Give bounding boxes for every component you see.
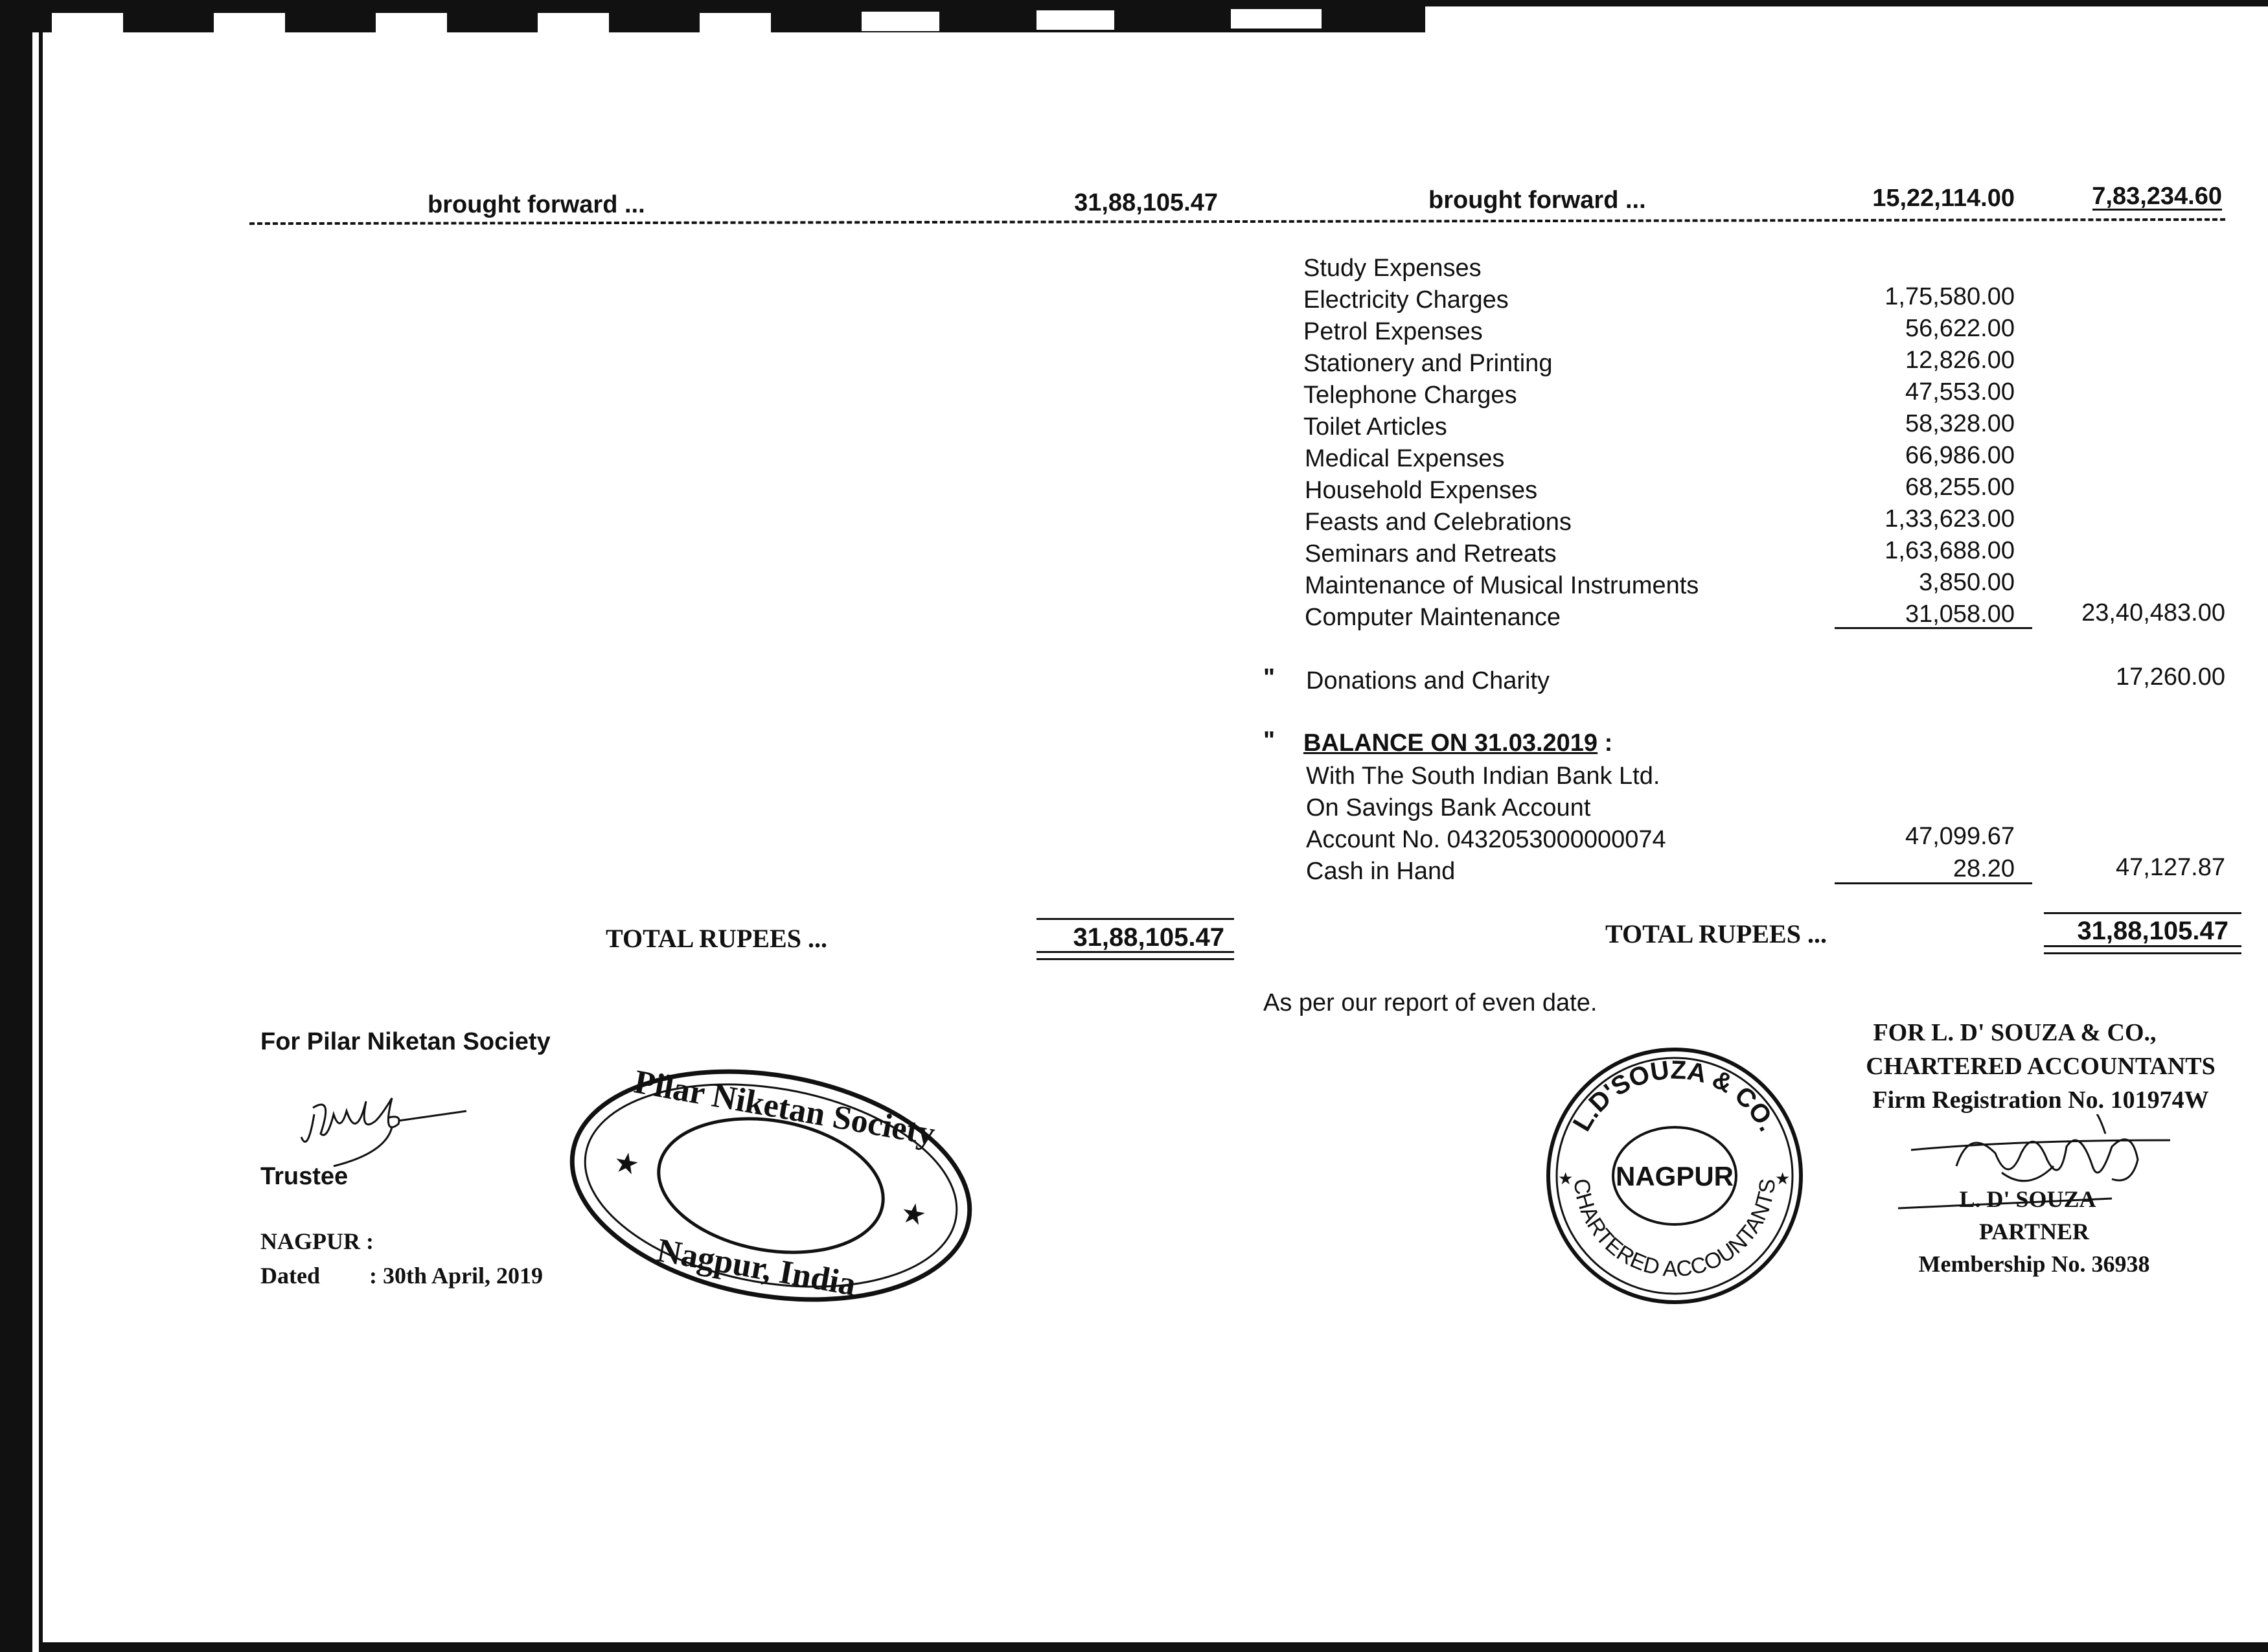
- expense-amount: 31,058.00: [1905, 601, 2015, 628]
- partner-name: L. D' SOUZA: [1959, 1186, 2096, 1212]
- expense-label: Study Expenses: [1303, 255, 1482, 282]
- society-name: For Pilar Niketan Society: [260, 1028, 551, 1055]
- expense-label: Electricity Charges: [1303, 286, 1509, 314]
- scan-left-edge-inner: [39, 0, 43, 1652]
- donations-amount: 17,260.00: [2115, 663, 2225, 691]
- scan-top-edge-gaps: [0, 6, 2268, 32]
- header-total-underline: [2092, 209, 2222, 211]
- expense-amount: 58,328.00: [1905, 410, 2015, 437]
- left-total-double-underline: [1037, 951, 1234, 960]
- expense-amount: 66,986.00: [1905, 442, 2015, 469]
- seal-star-icon: ★: [1775, 1169, 1791, 1188]
- expense-label: Petrol Expenses: [1303, 318, 1483, 345]
- balance-heading: BALANCE ON 31.03.2019: [1303, 729, 1598, 757]
- stamp-star-icon: ★: [898, 1196, 930, 1232]
- bank-line-1: With The South Indian Bank Ltd.: [1306, 763, 1660, 790]
- right-total-top-rule: [2044, 912, 2241, 914]
- left-total-label: TOTAL RUPEES ...: [606, 924, 827, 953]
- expense-amount: 12,826.00: [1905, 347, 2015, 374]
- seal-center-text: NAGPUR: [1615, 1161, 1734, 1191]
- expense-label: Telephone Charges: [1303, 382, 1517, 409]
- trustee-label: Trustee: [260, 1163, 349, 1190]
- firm-line-2: CHARTERED ACCOUNTANTS: [1866, 1053, 2216, 1080]
- left-brought-forward-label: brought forward ...: [428, 191, 645, 218]
- expense-label: Medical Expenses: [1305, 445, 1505, 472]
- expense-amount: 68,255.00: [1905, 474, 2015, 501]
- scan-left-edge: [0, 0, 32, 1652]
- stamp-star-icon: ★: [611, 1145, 642, 1182]
- left-brought-forward-amount: 31,88,105.47: [1074, 189, 1218, 216]
- expense-label: Toilet Articles: [1303, 413, 1447, 441]
- right-brought-forward-total: 7,83,234.60: [2092, 183, 2222, 210]
- expenses-subtotal-rule: [1835, 627, 2032, 629]
- balance-total: 47,127.87: [2115, 854, 2225, 881]
- expenses-group-total: 23,40,483.00: [2081, 599, 2225, 626]
- expense-label: Household Expenses: [1305, 477, 1538, 504]
- dated-label: Dated: [260, 1263, 320, 1289]
- expense-amount: 1,75,580.00: [1884, 283, 2015, 310]
- expense-amount: 1,33,623.00: [1884, 505, 2015, 533]
- svg-text:L.D'SOUZA & CO.: [1568, 1056, 1782, 1136]
- balance-heading-row: [1303, 729, 1612, 757]
- balance-heading-colon: :: [1604, 729, 1613, 757]
- right-total-double-underline: [2044, 945, 2241, 954]
- expense-label: Feasts and Celebrations: [1305, 509, 1572, 536]
- seal-star-icon: ★: [1558, 1169, 1574, 1188]
- svg-text:CHARTERED ACCOUNTANTS: [1569, 1177, 1781, 1281]
- expense-amount: 1,63,688.00: [1884, 537, 2015, 564]
- account-amount: 47,099.67: [1905, 823, 2015, 850]
- firm-line-1: FOR L. D' SOUZA & CO.,: [1873, 1019, 2157, 1046]
- expense-label: Maintenance of Musical Instruments: [1305, 572, 1699, 599]
- expense-label: Seminars and Retreats: [1305, 540, 1557, 568]
- report-note: As per our report of even date.: [1263, 989, 1598, 1016]
- right-total-amount: 31,88,105.47: [2077, 917, 2228, 945]
- right-total-label: TOTAL RUPEES ...: [1605, 919, 1827, 948]
- expense-label: Computer Maintenance: [1305, 604, 1561, 631]
- seal-top-text: L.D'SOUZA & CO.: [1567, 1055, 1782, 1136]
- header-dashed-rule: [249, 218, 2225, 225]
- left-total-top-rule: [1037, 918, 1234, 920]
- society-stamp: [557, 1050, 985, 1322]
- balance-ditto-mark: ": [1263, 727, 1276, 754]
- expense-label: Stationery and Printing: [1303, 350, 1553, 377]
- membership-number: Membership No. 36938: [1918, 1251, 2150, 1277]
- left-total-amount: 31,88,105.47: [1073, 923, 1224, 952]
- balance-subtotal-rule: [1835, 882, 2032, 884]
- society-stamp-top-text: Pilar Niketan Society: [631, 1063, 938, 1153]
- donations-ditto-mark: ": [1263, 664, 1276, 691]
- expense-amount: 3,850.00: [1919, 569, 2015, 596]
- accountants-seal: [1539, 1037, 1811, 1315]
- bank-line-2: On Savings Bank Account: [1306, 794, 1591, 821]
- expense-amount: 47,553.00: [1905, 378, 2015, 406]
- partner-title: PARTNER: [1978, 1219, 2090, 1245]
- cash-in-hand-amount: 28.20: [1953, 855, 2015, 882]
- account-number-label: Account No. 0432053000000074: [1306, 826, 1666, 853]
- expense-amount: 56,622.00: [1905, 315, 2015, 342]
- seal-bottom-text: CHARTERED ACCOUNTANTS: [1568, 1177, 1781, 1282]
- trustee-signature: [295, 1075, 476, 1173]
- donations-label: Donations and Charity: [1306, 667, 1550, 694]
- society-stamp-bottom-text: Nagpur, India: [654, 1232, 859, 1303]
- right-brought-forward-subtotal: 15,22,114.00: [1872, 185, 2015, 212]
- dated-value: : 30th April, 2019: [369, 1263, 544, 1289]
- right-brought-forward-label: brought forward ...: [1428, 187, 1646, 214]
- firm-line-3: Firm Registration No. 101974W: [1872, 1086, 2209, 1114]
- cash-in-hand-label: Cash in Hand: [1306, 858, 1456, 885]
- place-label: NAGPUR :: [260, 1228, 374, 1254]
- scan-bottom-edge: [39, 1642, 2268, 1652]
